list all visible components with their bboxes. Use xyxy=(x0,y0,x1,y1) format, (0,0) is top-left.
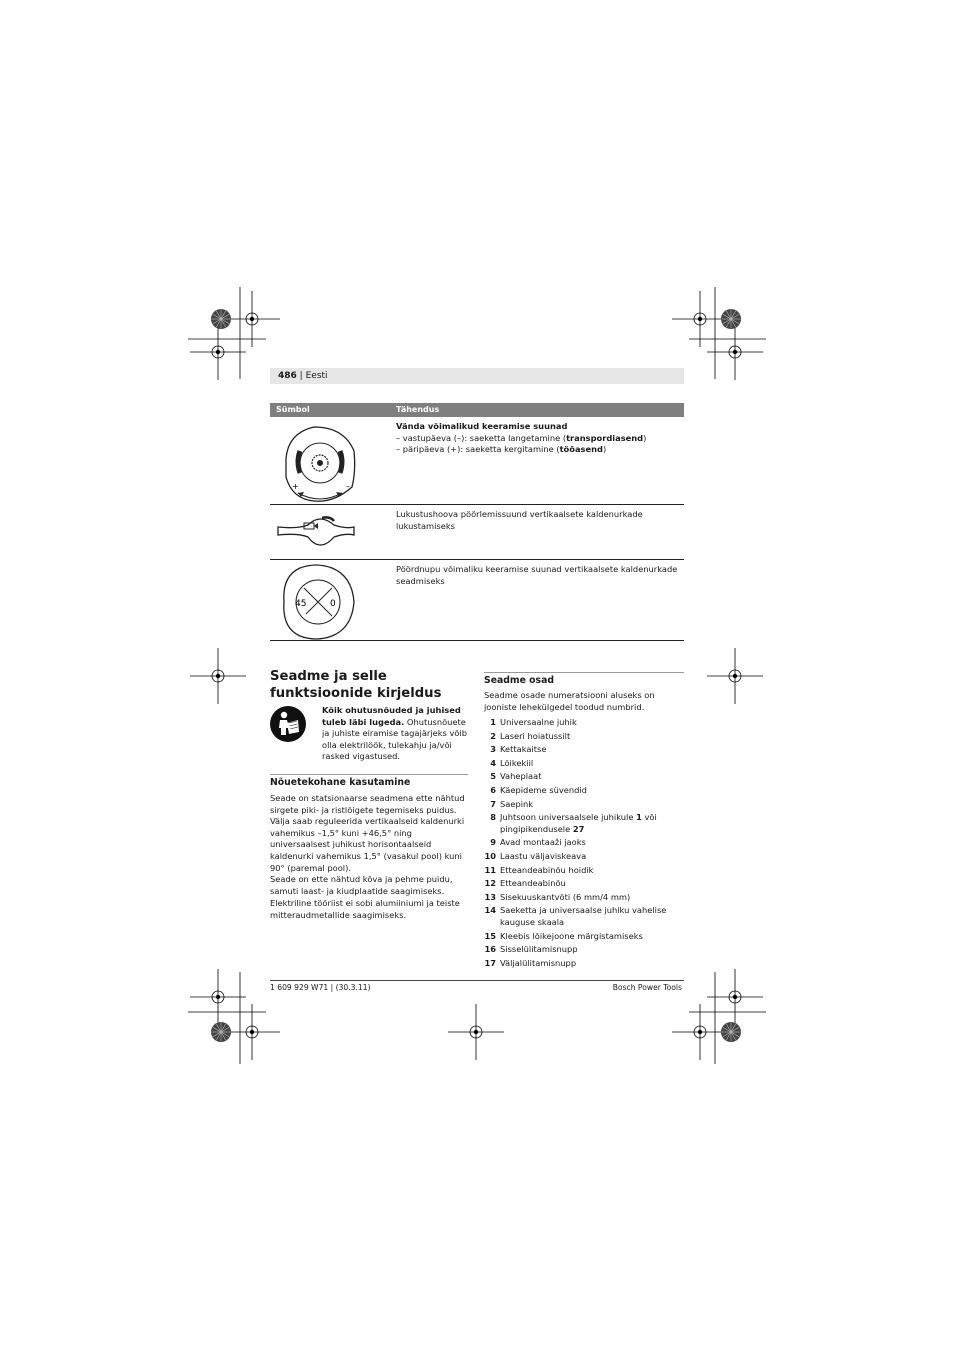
registration-target-dot xyxy=(250,317,254,321)
list-item xyxy=(484,731,684,743)
list-item-number: 17 xyxy=(484,957,496,968)
list-item-text: Lõikekiil xyxy=(500,757,534,768)
dial-label-left: 45 xyxy=(295,599,307,609)
list-item-text: Juhtsoon universaalsele juhikule xyxy=(500,812,637,823)
registration-target-dot xyxy=(698,1030,702,1034)
heading-rule xyxy=(484,672,684,673)
registration-target-dot xyxy=(216,995,220,999)
registration-target-dot xyxy=(733,350,737,354)
list-item-number: 8 xyxy=(490,812,496,823)
list-item-text: Laastu väljaviskeava xyxy=(500,850,587,861)
table-header xyxy=(270,403,684,417)
list-item-text: Avad montaaži jaoks xyxy=(500,837,586,848)
list-item-number: 10 xyxy=(484,850,496,861)
list-item-number: 15 xyxy=(484,930,496,941)
list-item-text: Etteandeabinõu xyxy=(500,878,566,889)
intended-use-paragraph-2: Seade on ette nähtud kõva ja pehme puidu, samuti laast- ja kiudplaatide saagimiseks. xyxy=(270,874,453,896)
list-item-text: Saeketta ja universaalse juhiku vahelise kauguse skaala xyxy=(500,905,667,927)
list-item-text: Sisekuuskantvõti (6 mm/4 mm) xyxy=(500,891,631,902)
list-item-text: Kettakaitse xyxy=(500,744,547,755)
locking-lever-icon xyxy=(274,505,374,559)
footer-document-number: 1 609 929 W71 | (30.3.11) xyxy=(270,983,371,992)
list-item xyxy=(484,799,684,811)
registration-target-dot xyxy=(474,1030,478,1034)
list-item-text: Väljalülitamisnupp xyxy=(500,957,577,968)
list-item-number: 2 xyxy=(490,730,496,741)
row-line-clockwise xyxy=(396,444,684,456)
list-item xyxy=(484,892,684,904)
warning-bold: Kõik ohutusnõuded ja juhised tuleb läbi lugeda. xyxy=(322,705,461,727)
svg-text:–: – xyxy=(346,482,350,491)
header-language: Eesti xyxy=(305,371,328,381)
heading-rule xyxy=(270,774,468,775)
list-item-text: Laseri hoiatussilt xyxy=(500,730,571,741)
footer-brand: Bosch Power Tools xyxy=(612,983,682,992)
list-item-number: 11 xyxy=(484,864,496,875)
list-item xyxy=(484,905,684,928)
page-header xyxy=(270,368,684,384)
list-item-number: 14 xyxy=(484,905,496,916)
footer-rule xyxy=(270,980,684,981)
safety-warning-text xyxy=(322,705,472,763)
list-item-text: Etteandeabinõu hoidik xyxy=(500,864,594,875)
section-heading: Seadme ja selle funktsioonide kirjeldus xyxy=(270,669,442,701)
list-item-ref: 1 xyxy=(636,812,642,823)
table-row xyxy=(270,505,684,560)
list-item-number: 13 xyxy=(484,891,496,902)
list-item-number: 12 xyxy=(484,878,496,889)
warning-body: Ohutusnõuete ja juhiste eiramise tagajärjeks võib olla elektrilöök, tulekahju ja/või rasked vigastused. xyxy=(322,716,468,762)
line-text: – vastupäeva (–): saeketta langetamine ( xyxy=(396,432,567,443)
page-number: 486 xyxy=(278,371,297,381)
read-manual-warning-icon xyxy=(270,706,306,742)
column-header-symbol: Sümbol xyxy=(276,405,310,414)
list-item-text: Universaalne juhik xyxy=(500,717,577,727)
list-item xyxy=(484,771,684,783)
list-item xyxy=(484,851,684,863)
list-item xyxy=(484,944,684,956)
row-text: Lukustushoova pöörlemissuund vertikaalsete kaldenurkade lukustamiseks xyxy=(396,509,643,531)
table-row xyxy=(270,560,684,641)
row-text: Pöördnupu võimaliku keeramise suunad vertikaalsete kaldenurkade seadmiseks xyxy=(396,564,678,586)
registration-target-dot xyxy=(216,350,220,354)
list-item-text: või pingipikendusele xyxy=(500,812,657,834)
dial-label-right: 0 xyxy=(330,599,336,609)
line-text: – päripäeva (+): saeketta kergitamine ( xyxy=(396,444,560,455)
list-item xyxy=(484,837,684,849)
list-item-text: Kleebis lõikejoone märgistamiseks xyxy=(500,930,643,941)
list-item-text: Sisselülitamisnupp xyxy=(500,944,578,955)
registration-target-dot xyxy=(250,1030,254,1034)
list-item-number: 6 xyxy=(490,784,496,795)
header-separator: | xyxy=(299,371,303,381)
column-header-meaning: Tähendus xyxy=(396,405,440,414)
list-item-number: 3 xyxy=(490,744,496,755)
svg-text:+: + xyxy=(292,482,299,491)
list-item xyxy=(484,744,684,756)
registration-target-dot xyxy=(733,995,737,999)
list-item-text: Käepideme süvendid xyxy=(500,784,587,795)
symbol-table xyxy=(270,403,684,641)
parts-intro: Seadme osade numeratsiooni aluseks on jooniste lehekülgedel toodud numbrid. xyxy=(484,690,655,712)
list-item-ref: 27 xyxy=(572,823,585,834)
intended-use-heading: Nõuetekohane kasutamine xyxy=(270,777,411,788)
list-item-number: 5 xyxy=(490,771,496,782)
line-bold: tööasend xyxy=(559,444,603,455)
list-item xyxy=(484,758,684,770)
list-item-number: 16 xyxy=(484,944,496,955)
list-item-number: 9 xyxy=(490,837,496,848)
registration-target-dot xyxy=(698,317,702,321)
list-item-number: 4 xyxy=(490,757,496,768)
registration-target-dot xyxy=(216,674,220,678)
rotary-knob-icon xyxy=(274,562,374,642)
row-line-counterclockwise xyxy=(396,433,684,445)
line-bold: transpordiasend xyxy=(566,432,644,443)
intended-use-paragraph-1: Seade on statsionaarse seadmena ette nähtud sirgete piki- ja ristlõigete tegemiseks puidus. Välja saab reguleerida vertikaalseid kaldenurki vahemikus –1,5° kuni +46,5° ning universaalsest juhikust horisontaalseid kaldenurki vahemikus 1,5° (vasakul pool) kuni 90° (paremal pool). xyxy=(270,793,465,873)
turn-knob-icon xyxy=(274,421,374,507)
table-row xyxy=(270,417,684,505)
list-item-text: Saepink xyxy=(500,798,534,809)
parts-heading: Seadme osad xyxy=(484,675,555,686)
line-text: ) xyxy=(602,444,607,455)
list-item xyxy=(484,878,684,890)
list-item xyxy=(484,958,684,970)
list-item xyxy=(484,865,684,877)
list-item xyxy=(484,785,684,797)
intended-use-paragraph-3: Elektriline tööriist ei sobi alumiiniumi ja teiste mitteraudmetallide saagimiseks. xyxy=(270,898,460,920)
list-item-number: 1 xyxy=(490,717,496,727)
row-text xyxy=(396,421,684,456)
list-item xyxy=(484,931,684,943)
list-item xyxy=(484,812,684,835)
list-item-text: Vaheplaat xyxy=(500,771,542,782)
list-item xyxy=(484,717,684,729)
registration-target-dot xyxy=(733,674,737,678)
row-title: Vända võimalikud keeramise suunad xyxy=(396,421,568,431)
line-text: ) xyxy=(643,432,647,443)
parts-list xyxy=(484,717,684,971)
list-item-number: 7 xyxy=(490,798,496,809)
